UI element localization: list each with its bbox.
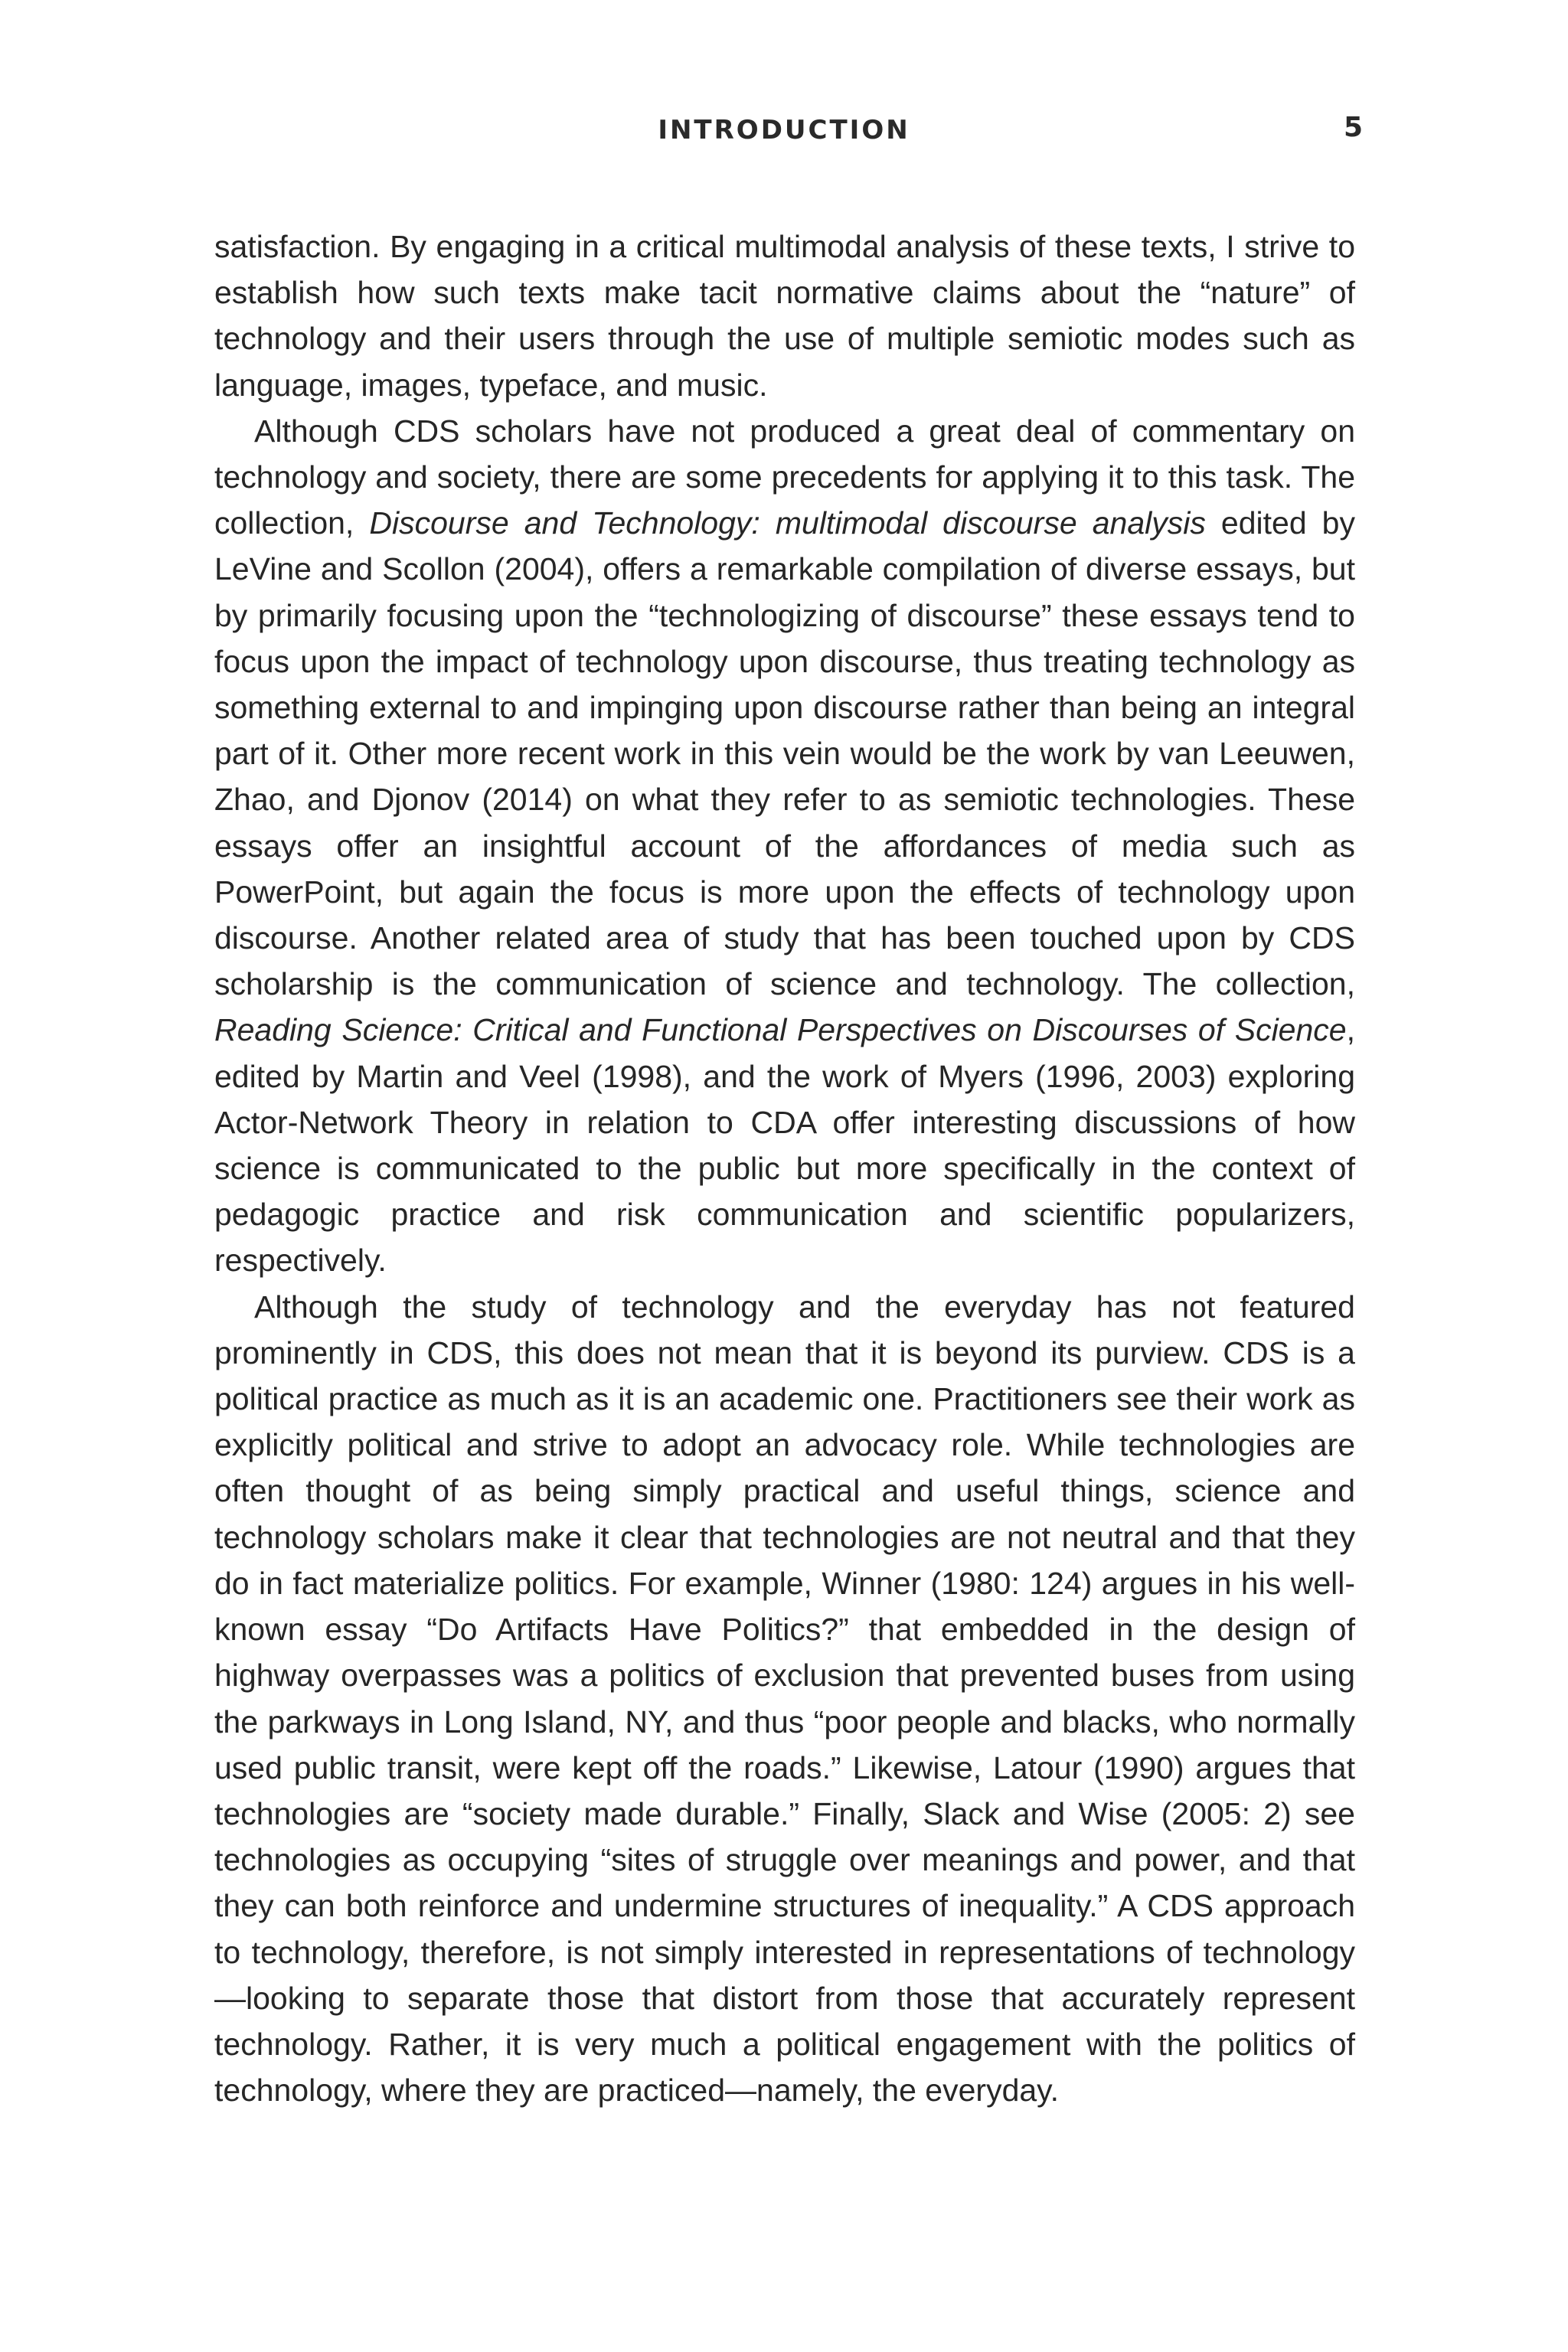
book-title-italic: Discourse and Technology: multimodal discourse analysis	[369, 505, 1206, 541]
page-number: 5	[1343, 112, 1363, 143]
paragraph-politics-of-technology	[214, 1284, 1355, 2114]
running-head: INTRODUCTION	[658, 115, 910, 145]
paragraph-text: , edited by Martin and Veel (1998), and the work of Myers (1996, 2003) exploring Actor-Network Theory in relation to CDA offer interesting discussions of how science is communicated to the public but more specifically in the context of pedagogic practice and risk communication and scientific popularizers, respectively.	[214, 1012, 1355, 1279]
body-text	[214, 224, 1355, 2113]
book-title-italic: Reading Science: Critical and Functional Perspectives on Discourses of Science	[214, 1012, 1347, 1048]
paragraph-text: edited by LeVine and Scollon (2004), offers a remarkable compilation of diverse essays, but by primarily focusing upon the “technologizing of discourse” these essays tend to focus upon the impact of technology upon discourse, thus treating technology as something external to and impinging upon discourse rather than being an integral part of it. Other more recent work in this vein would be the work by van Leeuwen, Zhao, and Djonov (2014) on what they refer to as semiotic technologies. These essays offer an insightful account of the affordances of media such as PowerPoint, but again the focus is more upon the effects of technology upon discourse. Another related area of study that has been touched upon by CDS scholarship is the communication of science and technology. The collection,	[214, 505, 1355, 1002]
paragraph-text: satisfaction. By engaging in a critical multimodal analysis of these texts, I strive to establish how such texts make tacit normative claims about the “nature” of technology and their users through the use of multiple semiotic modes such as language, images, typeface, and music.	[214, 229, 1355, 403]
paragraph-text: Although CDS scholars have not produced a great deal of commentary on technology and society, there are some precedents for applying it to this task. The collection,	[214, 413, 1355, 541]
paragraph-continued	[214, 224, 1355, 408]
paragraph-text: Although the study of technology and the everyday has not featured prominently in CDS, this does not mean that it is beyond its purview. CDS is a political practice as much as it is an academic one. Practitioners see their work as explicitly political and strive to adopt an advocacy role. While technologies are often thought of as being simply practical and useful things, science and technology scholars make it clear that technologies are not neutral and that they do in fact materialize politics. For example, Winner (1980: 124) argues in his well-known essay “Do Artifacts Have Politics?” that embedded in the design of highway overpasses was a politics of exclusion that prevented buses from using the parkways in Long Island, NY, and thus “poor people and blacks, who normally used public transit, were kept off the roads.” Likewise, Latour (1990) argues that technologies are “society made durable.” Finally, Slack and Wise (2005: 2) see technologies as occupying “sites of struggle over meanings and power, and that they can both reinforce and undermine structures of inequality.” A CDS approach to technology, therefore, is not simply interested in representations of technology—looking to separate those that distort from those that accurately represent technology. Rather, it is very much a political engagement with the politics of technology, where they are practiced—namely, the everyday.	[214, 1289, 1355, 2109]
paragraph-cds-precedents	[214, 408, 1355, 1284]
